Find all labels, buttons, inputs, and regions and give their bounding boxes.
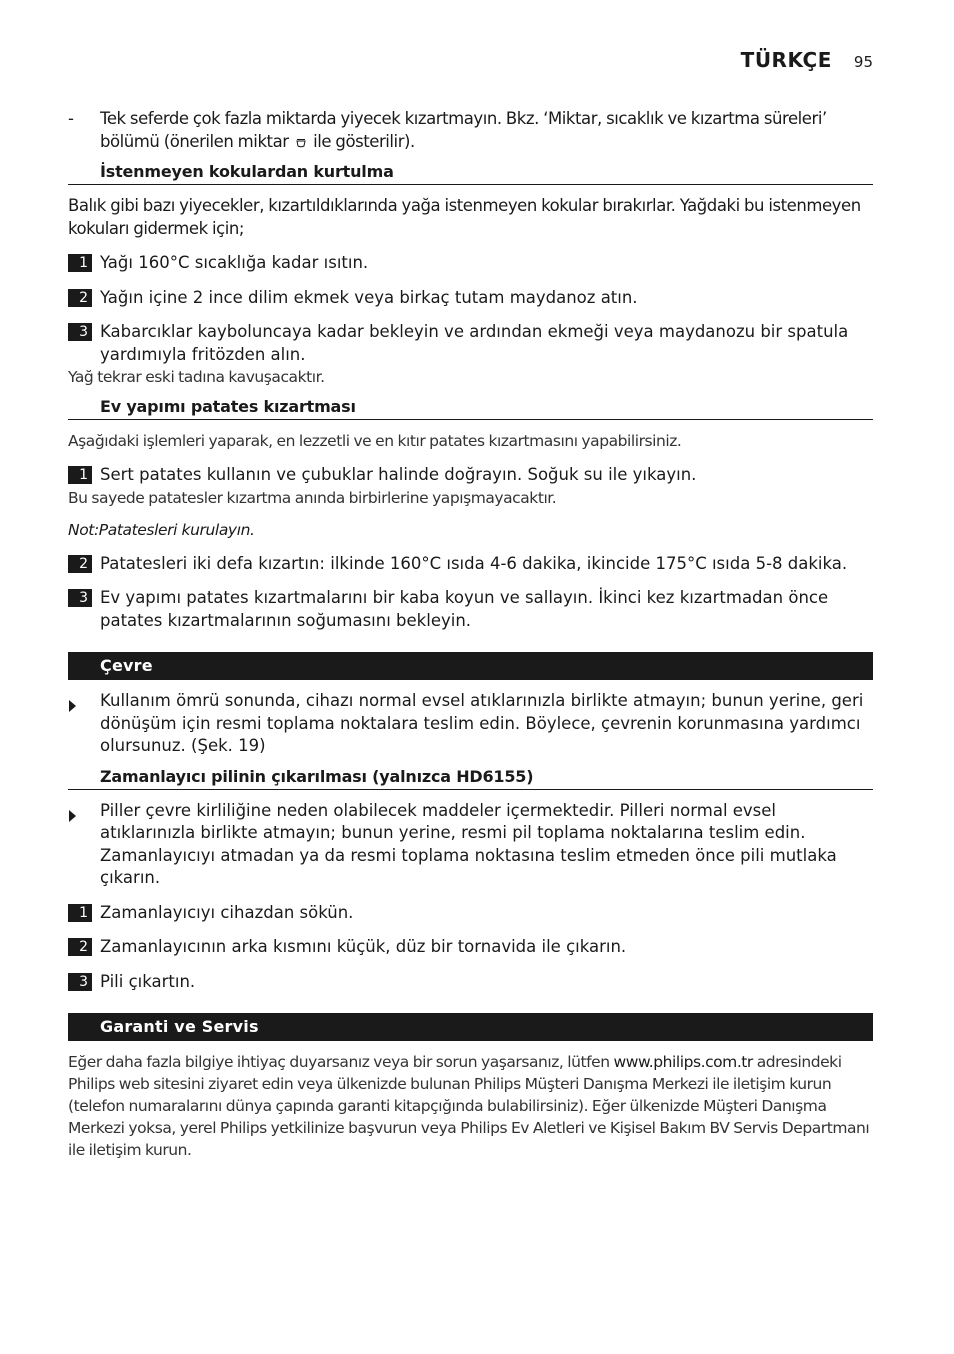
fries-intro: Aşağıdaki işlemleri yaparak, en lezzetli ve en kıtır patates kızartmasını yapabilirsiniz. <box>68 432 682 450</box>
bullet-triangle-icon <box>68 800 100 829</box>
intro-text-b: ile gösterilir). <box>313 131 415 151</box>
battery-heading: Zamanlayıcı pilinin çıkarılması (yalnızca HD6155) <box>68 766 873 790</box>
page-content <box>68 108 873 1161</box>
step-number: 3 <box>68 973 92 991</box>
step-text: Ev yapımı patates kızartmalarını bir kaba koyun ve sallayın. İkinci kez kızartmadan önce patates kızartmalarının soğumasını bekleyin. <box>100 588 829 630</box>
bullet-triangle-icon <box>68 690 100 719</box>
step-number: 2 <box>68 938 92 956</box>
odor-intro: Balık gibi bazı yiyecekler, kızartıldıklarında yağa istenmeyen kokular bırakırlar. Yağdaki bu istenmeyen kokuları gidermek için; <box>68 196 861 238</box>
odor-result: Yağ tekrar eski tadına kavuşacaktır. <box>68 368 325 386</box>
odor-step-1 <box>68 252 873 275</box>
environment-heading: Çevre <box>68 652 873 680</box>
step-number: 1 <box>68 254 92 272</box>
odor-step-2 <box>68 287 873 310</box>
fries-heading: Ev yapımı patates kızartması <box>68 396 873 420</box>
battery-step-1 <box>68 902 873 925</box>
intro-dash-item <box>68 108 873 153</box>
step-number: 1 <box>68 466 92 484</box>
battery-bullet <box>68 800 873 890</box>
step-text: Zamanlayıcının arka kısmını küçük, düz bir tornavida ile çıkarın. <box>100 937 627 956</box>
dash-mark: - <box>68 109 74 128</box>
step-text: Kabarcıklar kayboluncaya kadar bekleyin ve ardından ekmeği veya maydanozu bir spatula yardımıyla fritözden alın. <box>100 322 849 364</box>
odor-step-3 <box>68 321 873 366</box>
philips-website-link[interactable]: www.philips.com.tr <box>613 1053 753 1071</box>
fries-step-2 <box>68 553 873 576</box>
warranty-text-a: Eğer daha fazla bilgiye ihtiyaç duyarsanız veya bir sorun yaşarsanız, lütfen <box>68 1053 610 1071</box>
intro-text-a: Tek seferde çok fazla miktarda yiyecek kızartmayın. Bkz. ‘Miktar, sıcaklık ve kızartma süreleri’ bölümü (önerilen miktar <box>100 109 827 151</box>
step-text: Patatesleri iki defa kızartın: ilkinde 160°C ısıda 4-6 dakika, ikincide 175°C ısıda 5-8 dakika. <box>100 553 848 573</box>
warranty-heading: Garanti ve Servis <box>68 1013 873 1041</box>
step-number: 3 <box>68 323 92 341</box>
warranty-text <box>68 1051 873 1161</box>
step-text: Pili çıkartın. <box>100 971 196 991</box>
step-text: Zamanlayıcıyı cihazdan sökün. <box>100 902 354 922</box>
environment-bullet <box>68 690 873 758</box>
bullet-text: Piller çevre kirliliğine neden olabilecek maddeler içermektedir. Pilleri normal evsel atıklarınızla birlikte atmayın; bunun yerine, resmi pil toplama noktalarına teslim edin. Zamanlayıcıyı atmadan ya da resmi toplama noktasına teslim etmeden önce pili mutlaka çıkarın. <box>100 800 837 887</box>
language-label: TÜRKÇE <box>740 48 832 72</box>
pot-icon <box>296 138 306 148</box>
step-number: 1 <box>68 904 92 922</box>
fries-note: Not:Patatesleri kurulayın. <box>68 520 255 539</box>
fries-step-1-result: Bu sayede patatesler kızartma anında birbirlerine yapışmayacaktır. <box>68 488 557 507</box>
step-number: 3 <box>68 589 92 607</box>
step-text: Yağın içine 2 ince dilim ekmek veya birkaç tutam maydanoz atın. <box>100 287 638 307</box>
page-header <box>741 48 873 72</box>
bullet-text: Kullanım ömrü sonunda, cihazı normal evsel atıklarınızla birlikte atmayın; bunun yerine, geri dönüşüm için resmi toplama noktalara teslim edin. Böylece, çevrenin korunmasına yardımcı olursunuz. (Şek. 19) <box>100 691 864 755</box>
fries-step-3 <box>68 587 873 632</box>
step-number: 2 <box>68 289 92 307</box>
battery-step-3 <box>68 971 873 994</box>
battery-step-2 <box>68 936 873 959</box>
step-text: Yağı 160°C sıcaklığa kadar ısıtın. <box>100 253 369 272</box>
step-text: Sert patates kullanın ve çubuklar halinde doğrayın. Soğuk su ile yıkayın. <box>100 465 697 484</box>
odor-heading: İstenmeyen kokulardan kurtulma <box>68 161 873 185</box>
page-number: 95 <box>853 53 873 71</box>
step-number: 2 <box>68 555 92 573</box>
warranty-text-b: adresindeki Philips web sitesini ziyaret edin veya ülkenizde bulunan Philips Müşteri Danışma Merkezi ile iletişim kurun (telefon numaralarını dünya çapında garanti kitapçığında bulabilirsiniz). Eğer ülkenizde Müşteri Danışma Merkezi yoksa, yerel Philips yetkilinize başvurun veya Philips Ev Aletleri ve Kişisel Bakım BV Servis Departmanı ile iletişim kurun. <box>68 1053 870 1159</box>
fries-step-1 <box>68 464 873 487</box>
